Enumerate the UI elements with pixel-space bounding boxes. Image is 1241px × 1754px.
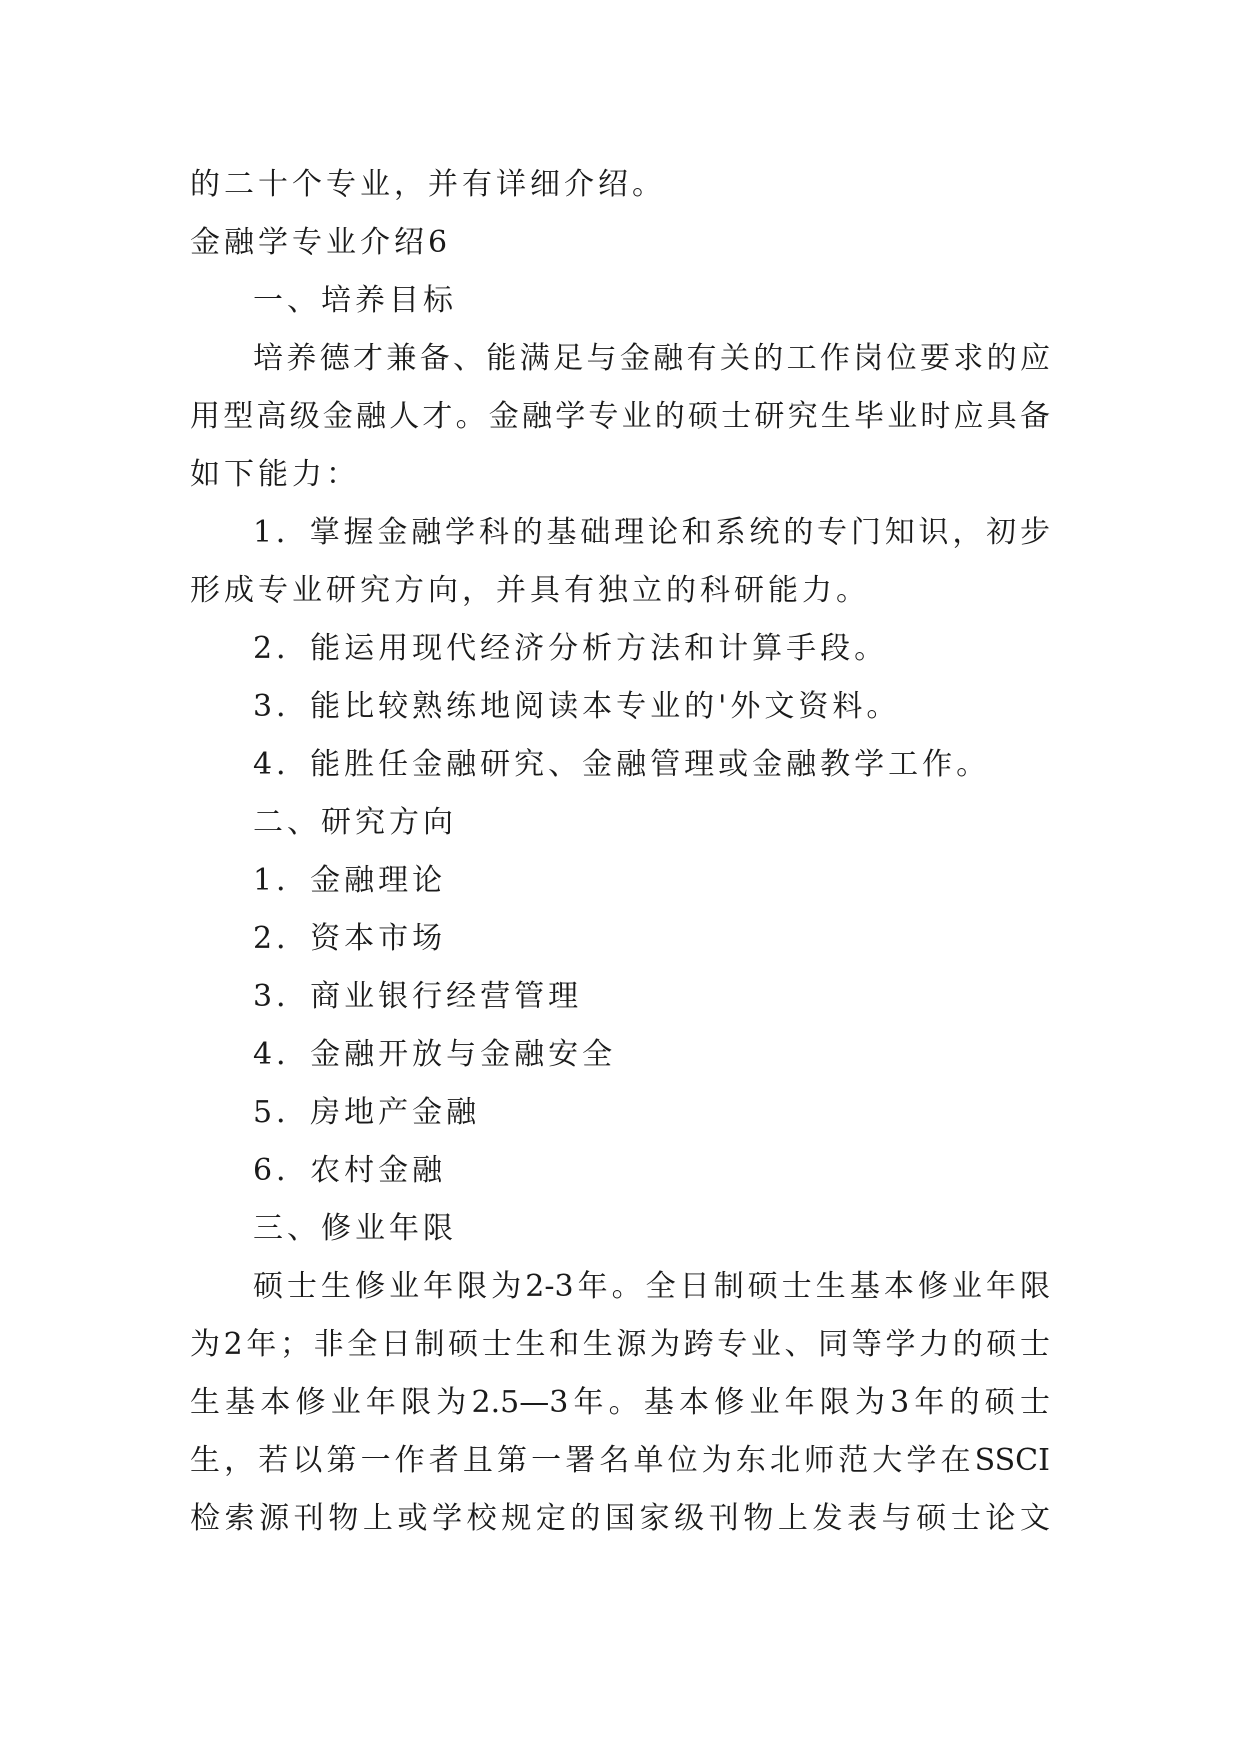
text-line: 用型高级金融人才。金融学专业的硕士研究生毕业时应具备	[190, 399, 1050, 434]
list-item: 1．掌握金融学科的基础理论和系统的专门知识，初步	[253, 515, 1050, 550]
list-item: 2．资本市场	[253, 921, 447, 956]
document-body	[190, 156, 1050, 1548]
list-item: 3．能比较熟练地阅读本专业的'外文资料。	[253, 689, 901, 724]
text-line: 生，若以第一作者且第一署名单位为东北师范大学在SSCI	[190, 1443, 1050, 1478]
text-line: 检索源刊物上或学校规定的国家级刊物上发表与硕士论文	[190, 1501, 1050, 1536]
text-line: 形成专业研究方向，并具有独立的科研能力。	[190, 573, 870, 608]
section-title: 金融学专业介绍6	[190, 225, 452, 260]
list-item: 4．金融开放与金融安全	[253, 1037, 617, 1072]
text-line: 为2年；非全日制硕士生和生源为跨专业、同等学力的硕士	[190, 1327, 1050, 1362]
heading-study-duration: 三、修业年限	[253, 1211, 457, 1246]
list-item: 3．商业银行经营管理	[253, 979, 583, 1014]
list-item: 6．农村金融	[253, 1153, 447, 1188]
text-line: 的二十个专业，并有详细介绍。	[190, 167, 666, 202]
text-line: 硕士生修业年限为2-3年。全日制硕士生基本修业年限	[253, 1269, 1050, 1304]
heading-training-goals: 一、培养目标	[253, 283, 457, 318]
list-item: 1．金融理论	[253, 863, 447, 898]
list-item: 5．房地产金融	[253, 1095, 481, 1130]
text-line: 培养德才兼备、能满足与金融有关的工作岗位要求的应	[253, 341, 1050, 376]
list-item: 2．能运用现代经济分析方法和计算手段。	[253, 631, 889, 666]
text-line: 如下能力：	[190, 457, 360, 492]
text-line: 生基本修业年限为2.5—3年。基本修业年限为3年的硕士	[190, 1385, 1050, 1420]
heading-research-directions: 二、研究方向	[253, 805, 457, 840]
list-item: 4．能胜任金融研究、金融管理或金融教学工作。	[253, 747, 991, 782]
